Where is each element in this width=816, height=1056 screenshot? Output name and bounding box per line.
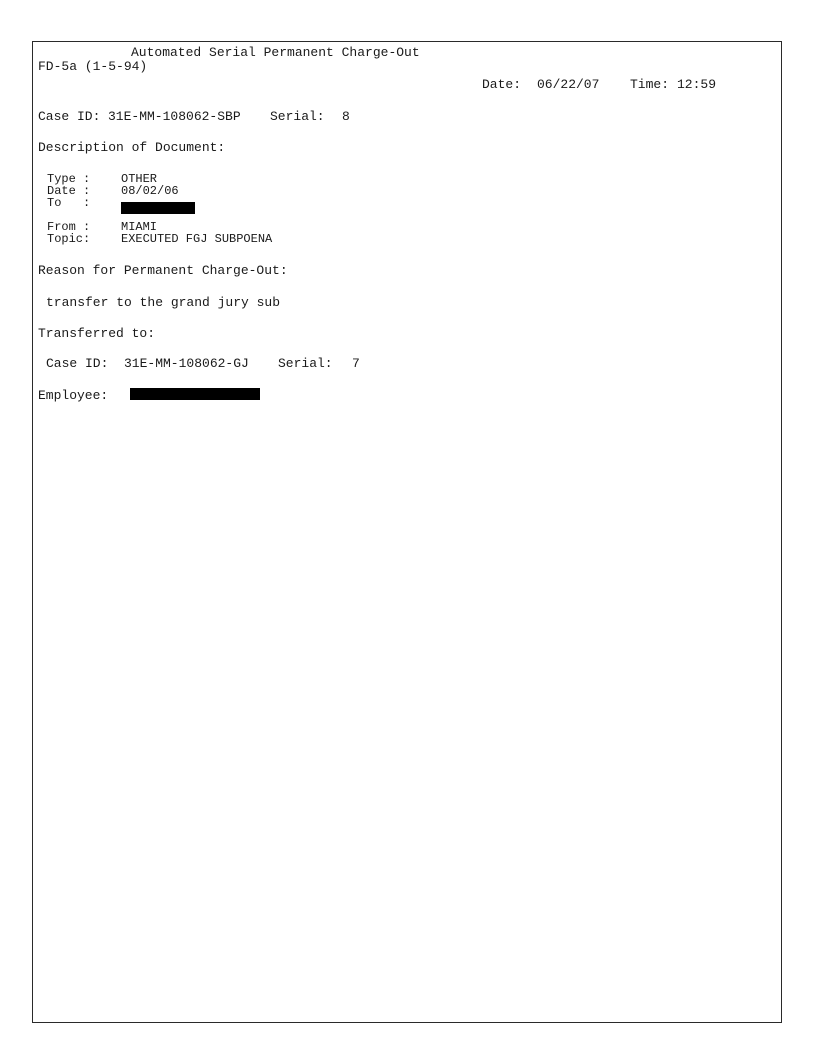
form-title: Automated Serial Permanent Charge-Out	[131, 45, 420, 60]
form-number: FD-5a (1-5-94)	[38, 59, 148, 74]
transfer-heading: Transferred to:	[38, 326, 156, 341]
case-id-label: Case ID:	[38, 109, 101, 124]
doc-from-value: MIAMI	[121, 220, 158, 234]
reason-heading: Reason for Permanent Charge-Out:	[38, 263, 288, 278]
reason-text: transfer to the grand jury sub	[46, 295, 281, 310]
doc-topic-value: EXECUTED FGJ SUBPOENA	[121, 232, 273, 246]
transfer-serial-label: Serial:	[278, 356, 333, 371]
doc-to-label: To :	[47, 196, 91, 210]
doc-type-label: Type :	[47, 172, 91, 186]
case-id-value: 31E-MM-108062-SBP	[108, 109, 241, 124]
print-date-value: 06/22/07	[537, 77, 600, 92]
doc-topic-label: Topic:	[47, 232, 91, 246]
doc-date-label: Date :	[47, 184, 91, 198]
transfer-case-id-label: Case ID:	[46, 356, 109, 371]
serial-value: 8	[342, 109, 350, 124]
doc-type-value: OTHER	[121, 172, 158, 186]
print-date-label: Date:	[482, 77, 522, 92]
description-heading: Description of Document:	[38, 140, 226, 155]
serial-label: Serial:	[270, 109, 325, 124]
doc-from-label: From :	[47, 220, 91, 234]
transfer-serial-value: 7	[352, 356, 360, 371]
employee-label: Employee:	[38, 388, 109, 403]
print-time-value: 12:59	[677, 77, 717, 92]
print-time-label: Time:	[630, 77, 670, 92]
redaction-to	[121, 202, 195, 214]
redaction-employee	[130, 388, 260, 400]
transfer-case-id-value: 31E-MM-108062-GJ	[124, 356, 249, 371]
doc-date-value: 08/02/06	[121, 184, 179, 198]
